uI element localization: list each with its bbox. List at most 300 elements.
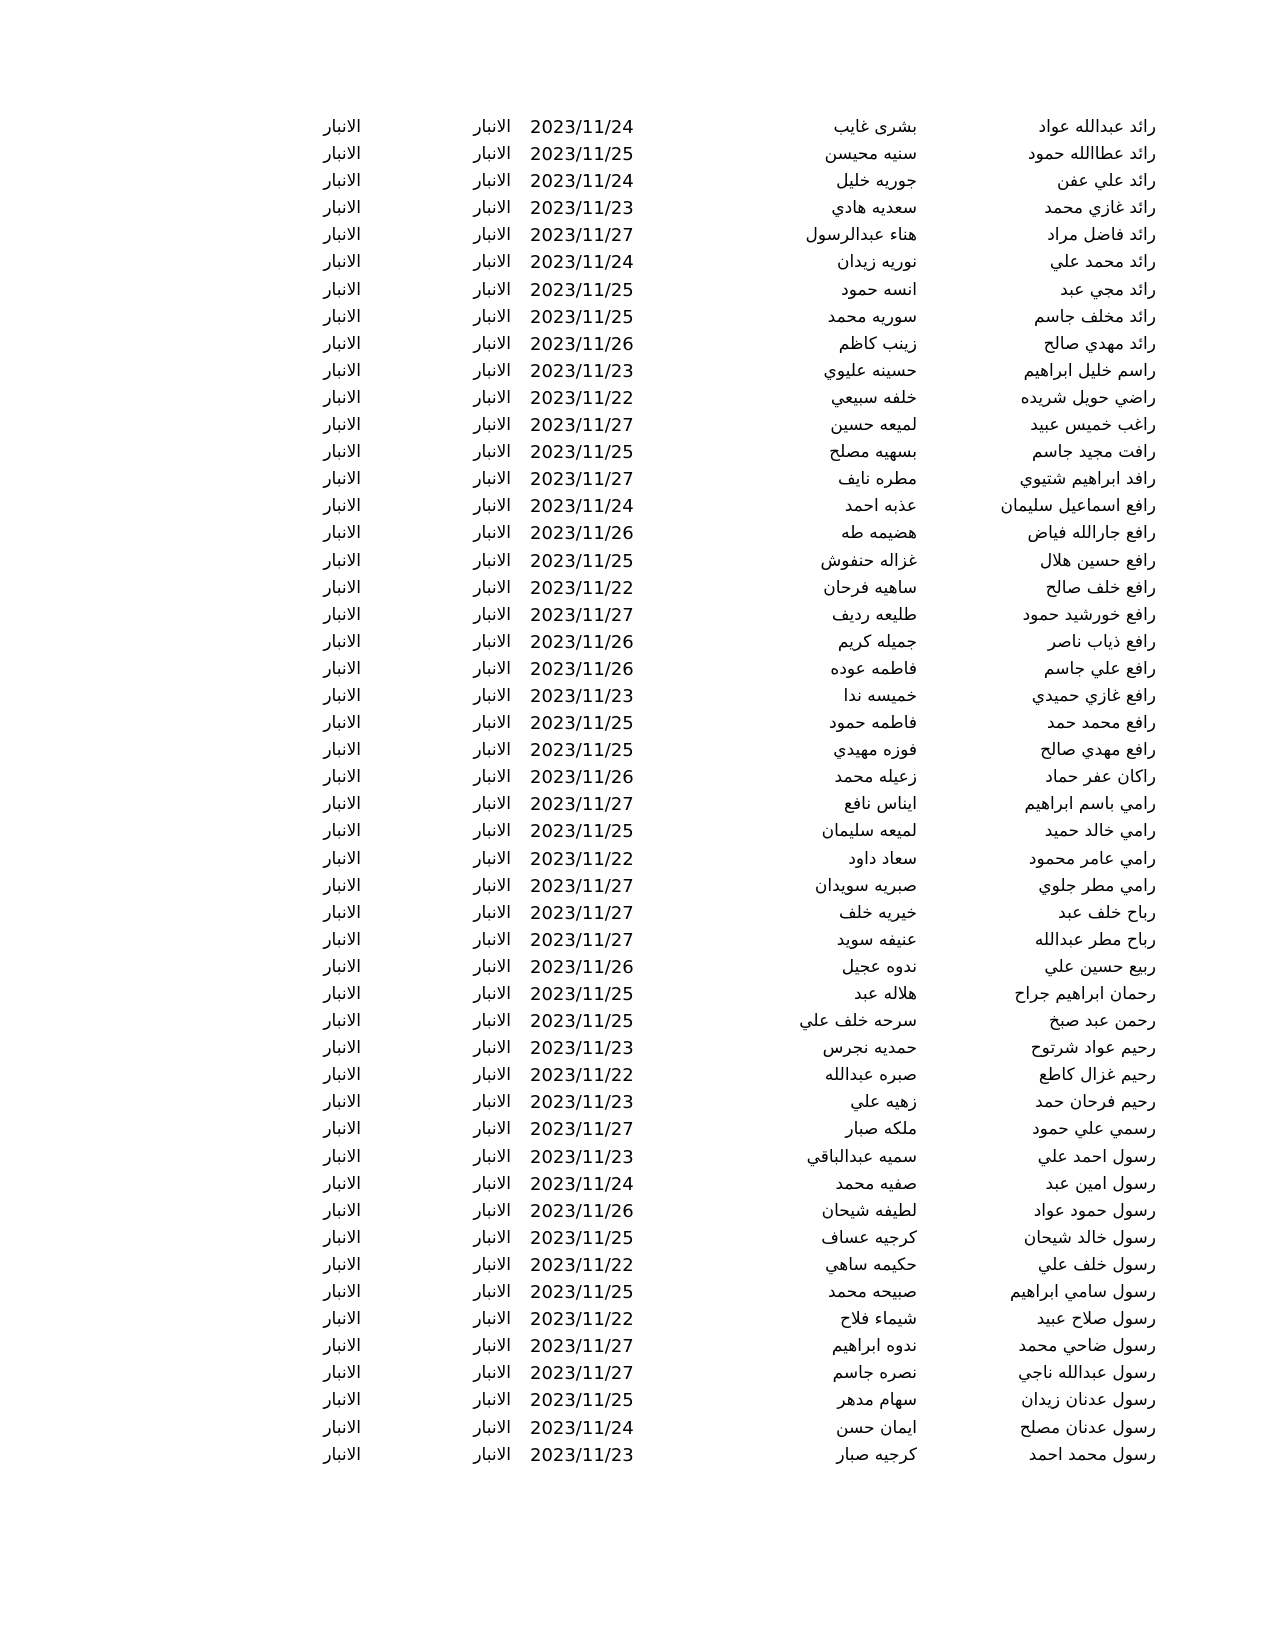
province-cell: الانبار <box>323 1363 361 1384</box>
mother-name-cell: هلاله عبد <box>853 984 917 1004</box>
mother-name-cell: سميه عبدالباقي <box>806 1146 917 1167</box>
mother-name-cell: صبيحه محمد <box>827 1282 917 1303</box>
table-row <box>0 900 1275 927</box>
table-row <box>0 1225 1275 1252</box>
governorate-cell: الانبار <box>473 496 511 517</box>
person-name-cell: رسول احمد علي <box>1037 1146 1156 1167</box>
person-name-cell: رسول ضاحي محمد <box>1018 1336 1156 1357</box>
table-row <box>0 791 1275 818</box>
mother-name-cell: ملكه صبار <box>845 1119 917 1140</box>
table-row <box>0 466 1275 493</box>
person-name-cell: رحيم عواد شرتوح <box>1030 1038 1156 1059</box>
province-cell: الانبار <box>323 794 361 815</box>
mother-name-cell: غزاله حنفوش <box>820 550 917 571</box>
person-name-cell: رسول عدنان مصلح <box>1019 1417 1156 1438</box>
date-cell: 2023/11/27 <box>530 1119 634 1141</box>
table-row <box>0 331 1275 358</box>
date-cell: 2023/11/25 <box>530 713 634 735</box>
governorate-cell: الانبار <box>473 442 511 463</box>
province-cell: الانبار <box>323 1282 361 1303</box>
governorate-cell: الانبار <box>473 1092 511 1113</box>
table-row <box>0 710 1275 737</box>
province-cell: الانبار <box>323 1065 361 1086</box>
province-cell: الانبار <box>323 415 361 436</box>
governorate-cell: الانبار <box>473 1119 511 1140</box>
governorate-cell: الانبار <box>473 848 511 869</box>
province-cell: الانبار <box>323 1146 361 1167</box>
table-row <box>0 575 1275 602</box>
province-cell: الانبار <box>323 631 361 652</box>
person-name-cell: رائد مهدي صالح <box>1043 333 1156 354</box>
date-cell: 2023/11/23 <box>530 1146 634 1168</box>
person-name-cell: رافع علي جاسم <box>1043 658 1156 679</box>
date-cell: 2023/11/25 <box>530 984 634 1005</box>
governorate-cell: الانبار <box>473 794 511 815</box>
person-name-cell: رائد مخلف جاسم <box>1034 306 1156 327</box>
mother-name-cell: حسينه عليوي <box>823 360 917 381</box>
person-name-cell: رائد علي عفن <box>1056 171 1156 192</box>
person-name-cell: رافع حسين هلال <box>1039 550 1156 571</box>
governorate-cell: الانبار <box>473 387 511 408</box>
province-cell: الانبار <box>323 685 361 706</box>
table-row <box>0 602 1275 629</box>
date-cell: 2023/11/27 <box>530 415 634 437</box>
province-cell: الانبار <box>323 1119 361 1140</box>
province-cell: الانبار <box>323 306 361 327</box>
table-row <box>0 1144 1275 1171</box>
governorate-cell: الانبار <box>473 550 511 571</box>
date-cell: 2023/11/22 <box>530 577 634 599</box>
table-row <box>0 1035 1275 1062</box>
governorate-cell: الانبار <box>473 902 511 923</box>
mother-name-cell: خلفه سبيعي <box>830 387 917 408</box>
person-name-cell: راسم خليل ابراهيم <box>1023 360 1156 381</box>
date-cell: 2023/11/24 <box>530 1173 634 1195</box>
governorate-cell: الانبار <box>473 117 511 137</box>
date-cell: 2023/11/24 <box>530 171 634 193</box>
table-row <box>0 114 1275 141</box>
mother-name-cell: لطيفه شيحان <box>821 1200 917 1221</box>
governorate-cell: الانبار <box>473 333 511 354</box>
table-row <box>0 656 1275 683</box>
table-row <box>0 683 1275 710</box>
date-cell: 2023/11/23 <box>530 360 634 382</box>
governorate-cell: الانبار <box>473 767 511 788</box>
mother-name-cell: شيماء فلاح <box>839 1309 917 1330</box>
governorate-cell: الانبار <box>473 306 511 327</box>
date-cell: 2023/11/26 <box>530 631 634 653</box>
table-row <box>0 981 1275 1008</box>
province-cell: الانبار <box>323 1336 361 1357</box>
table-row <box>0 1387 1275 1414</box>
person-name-cell: رسول حمود عواد <box>1033 1200 1156 1221</box>
person-name-cell: رسمي علي حمود <box>1032 1119 1156 1140</box>
mother-name-cell: كرجيه صبار <box>836 1444 917 1465</box>
table-row <box>0 277 1275 304</box>
mother-name-cell: حكيمه ساهي <box>825 1254 917 1275</box>
date-cell: 2023/11/27 <box>530 794 634 816</box>
mother-name-cell: بشرى غايب <box>833 117 917 137</box>
province-cell: الانبار <box>323 198 361 219</box>
province-cell: الانبار <box>323 821 361 842</box>
person-name-cell: رافع محمد حمد <box>1046 713 1156 734</box>
table-row <box>0 1089 1275 1116</box>
province-cell: الانبار <box>323 171 361 192</box>
province-cell: الانبار <box>323 740 361 761</box>
governorate-cell: الانبار <box>473 144 511 165</box>
mother-name-cell: سوريه محمد <box>827 306 917 327</box>
mother-name-cell: سرحه خلف علي <box>799 1011 917 1032</box>
governorate-cell: الانبار <box>473 360 511 381</box>
mother-name-cell: خميسه ندا <box>843 685 917 706</box>
mother-name-cell: صبره عبدالله <box>824 1065 917 1086</box>
mother-name-cell: ندوه ابراهيم <box>831 1336 917 1357</box>
table-row <box>0 385 1275 412</box>
person-name-cell: رحيم فرحان حمد <box>1035 1092 1156 1113</box>
province-cell: الانبار <box>323 550 361 571</box>
date-cell: 2023/11/26 <box>530 658 634 680</box>
date-cell: 2023/11/27 <box>530 902 634 924</box>
governorate-cell: الانبار <box>473 929 511 950</box>
date-cell: 2023/11/25 <box>530 144 634 166</box>
date-cell: 2023/11/25 <box>530 306 634 328</box>
province-cell: الانبار <box>323 875 361 896</box>
mother-name-cell: لميعه حسين <box>830 415 917 436</box>
date-cell: 2023/11/27 <box>530 1336 634 1358</box>
person-name-cell: رامي خالد حميد <box>1044 821 1156 842</box>
governorate-cell: الانبار <box>473 1227 511 1248</box>
table-row <box>0 1116 1275 1143</box>
province-cell: الانبار <box>323 713 361 734</box>
mother-name-cell: نصره جاسم <box>832 1363 917 1384</box>
date-cell: 2023/11/27 <box>530 875 634 897</box>
records-table <box>0 114 1275 1469</box>
date-cell: 2023/11/25 <box>530 1011 634 1033</box>
date-cell: 2023/11/24 <box>530 496 634 518</box>
date-cell: 2023/11/23 <box>530 1444 634 1466</box>
province-cell: الانبار <box>323 1417 361 1438</box>
province-cell: الانبار <box>323 496 361 517</box>
governorate-cell: الانبار <box>473 1390 511 1411</box>
governorate-cell: الانبار <box>473 685 511 706</box>
date-cell: 2023/11/25 <box>530 279 634 301</box>
province-cell: الانبار <box>323 442 361 463</box>
governorate-cell: الانبار <box>473 1336 511 1357</box>
governorate-cell: الانبار <box>473 1065 511 1086</box>
mother-name-cell: زهيه علي <box>850 1092 917 1113</box>
date-cell: 2023/11/26 <box>530 523 634 545</box>
mother-name-cell: سهام مدهر <box>837 1390 917 1411</box>
table-row <box>0 412 1275 439</box>
person-name-cell: رائد فاضل مراد <box>1047 225 1156 246</box>
person-name-cell: رامي مطر جلوي <box>1038 875 1156 896</box>
person-name-cell: رافع ذياب ناصر <box>1047 631 1156 652</box>
date-cell: 2023/11/23 <box>530 1092 634 1114</box>
province-cell: الانبار <box>323 279 361 300</box>
table-row <box>0 927 1275 954</box>
person-name-cell: رافت مجيد جاسم <box>1032 442 1156 463</box>
person-name-cell: راكان عفر حماد <box>1045 767 1156 788</box>
date-cell: 2023/11/27 <box>530 604 634 626</box>
governorate-cell: الانبار <box>473 658 511 679</box>
mother-name-cell: فاطمه حمود <box>829 713 917 734</box>
mother-name-cell: ندوه عجيل <box>841 956 917 977</box>
table-row <box>0 520 1275 547</box>
mother-name-cell: هضيمه طه <box>841 523 917 544</box>
province-cell: الانبار <box>323 1227 361 1248</box>
table-row <box>0 818 1275 845</box>
governorate-cell: الانبار <box>473 1146 511 1167</box>
governorate-cell: الانبار <box>473 713 511 734</box>
date-cell: 2023/11/22 <box>530 1065 634 1087</box>
mother-name-cell: عذبه احمد <box>844 496 917 517</box>
person-name-cell: رافد ابراهيم شتيوي <box>1019 469 1156 490</box>
mother-name-cell: سنيه محيسن <box>824 144 917 165</box>
mother-name-cell: زينب كاظم <box>838 333 917 354</box>
mother-name-cell: عنيفه سويد <box>836 929 917 950</box>
province-cell: الانبار <box>323 469 361 490</box>
mother-name-cell: كرجيه عساف <box>821 1227 917 1248</box>
governorate-cell: الانبار <box>473 225 511 246</box>
table-row <box>0 168 1275 195</box>
governorate-cell: الانبار <box>473 252 511 273</box>
governorate-cell: الانبار <box>473 523 511 544</box>
governorate-cell: الانبار <box>473 1254 511 1275</box>
province-cell: الانبار <box>323 902 361 923</box>
governorate-cell: الانبار <box>473 1173 511 1194</box>
date-cell: 2023/11/27 <box>530 929 634 951</box>
province-cell: الانبار <box>323 767 361 788</box>
province-cell: الانبار <box>323 252 361 273</box>
governorate-cell: الانبار <box>473 740 511 761</box>
mother-name-cell: انسه حمود <box>841 279 917 300</box>
person-name-cell: رسول خلف علي <box>1037 1254 1156 1275</box>
table-row <box>0 1171 1275 1198</box>
person-name-cell: رائد مجي عبد <box>1060 279 1156 300</box>
table-row <box>0 1062 1275 1089</box>
province-cell: الانبار <box>323 225 361 246</box>
date-cell: 2023/11/25 <box>530 1390 634 1412</box>
province-cell: الانبار <box>323 848 361 869</box>
person-name-cell: رحمان ابراهيم جراح <box>1014 984 1156 1004</box>
mother-name-cell: هناء عبدالرسول <box>805 225 917 246</box>
date-cell: 2023/11/25 <box>530 442 634 464</box>
governorate-cell: الانبار <box>473 1038 511 1059</box>
table-row <box>0 1333 1275 1360</box>
mother-name-cell: نوريه زيدان <box>836 252 917 273</box>
person-name-cell: رائد غازي محمد <box>1044 198 1156 219</box>
province-cell: الانبار <box>323 1309 361 1330</box>
mother-name-cell: فاطمه عوده <box>830 658 917 679</box>
date-cell: 2023/11/27 <box>530 225 634 247</box>
table-row <box>0 1008 1275 1035</box>
province-cell: الانبار <box>323 929 361 950</box>
table-row <box>0 358 1275 385</box>
table-row <box>0 764 1275 791</box>
governorate-cell: الانبار <box>473 956 511 977</box>
table-row <box>0 1252 1275 1279</box>
person-name-cell: رامي باسم ابراهيم <box>1024 794 1156 815</box>
table-row <box>0 954 1275 981</box>
mother-name-cell: ايناس نافع <box>843 794 917 815</box>
governorate-cell: الانبار <box>473 1417 511 1438</box>
person-name-cell: رائد محمد علي <box>1049 252 1156 273</box>
date-cell: 2023/11/22 <box>530 387 634 409</box>
table-row <box>0 1306 1275 1333</box>
governorate-cell: الانبار <box>473 279 511 300</box>
governorate-cell: الانبار <box>473 1309 511 1330</box>
mother-name-cell: جوريه خليل <box>836 171 917 192</box>
date-cell: 2023/11/22 <box>530 1309 634 1331</box>
province-cell: الانبار <box>323 523 361 544</box>
table-row <box>0 222 1275 249</box>
table-row <box>0 1198 1275 1225</box>
mother-name-cell: مطره نايف <box>838 469 917 490</box>
province-cell: الانبار <box>323 604 361 625</box>
table-row <box>0 629 1275 656</box>
date-cell: 2023/11/23 <box>530 1038 634 1060</box>
person-name-cell: رسول صلاح عبيد <box>1036 1309 1156 1330</box>
date-cell: 2023/11/24 <box>530 252 634 274</box>
governorate-cell: الانبار <box>473 1363 511 1384</box>
mother-name-cell: ساهيه فرحان <box>823 577 917 598</box>
province-cell: الانبار <box>323 956 361 977</box>
person-name-cell: رحيم غزال كاطع <box>1038 1065 1156 1086</box>
person-name-cell: رسول امين عبد <box>1045 1173 1156 1194</box>
governorate-cell: الانبار <box>473 1282 511 1303</box>
person-name-cell: رائد عبدالله عواد <box>1038 117 1156 137</box>
table-row <box>0 195 1275 222</box>
person-name-cell: رسول سامي ابراهيم <box>1009 1282 1156 1303</box>
province-cell: الانبار <box>323 333 361 354</box>
province-cell: الانبار <box>323 1390 361 1411</box>
table-row <box>0 1442 1275 1469</box>
table-row <box>0 304 1275 331</box>
date-cell: 2023/11/26 <box>530 956 634 978</box>
person-name-cell: رافع خلف صالح <box>1045 577 1156 598</box>
table-row <box>0 249 1275 276</box>
date-cell: 2023/11/25 <box>530 1227 634 1249</box>
province-cell: الانبار <box>323 1444 361 1465</box>
person-name-cell: رافع اسماعيل سليمان <box>1000 496 1156 517</box>
governorate-cell: الانبار <box>473 984 511 1004</box>
governorate-cell: الانبار <box>473 604 511 625</box>
mother-name-cell: ايمان حسن <box>836 1417 917 1438</box>
date-cell: 2023/11/25 <box>530 1282 634 1304</box>
date-cell: 2023/11/26 <box>530 767 634 789</box>
province-cell: الانبار <box>323 1038 361 1059</box>
date-cell: 2023/11/24 <box>530 1417 634 1439</box>
mother-name-cell: لميعه سليمان <box>821 821 917 842</box>
table-row <box>0 737 1275 764</box>
mother-name-cell: زعيله محمد <box>834 767 917 788</box>
governorate-cell: الانبار <box>473 469 511 490</box>
table-row <box>0 439 1275 466</box>
mother-name-cell: بسهيه مصلح <box>829 442 917 463</box>
table-row <box>0 493 1275 520</box>
province-cell: الانبار <box>323 1173 361 1194</box>
governorate-cell: الانبار <box>473 821 511 842</box>
province-cell: الانبار <box>323 387 361 408</box>
governorate-cell: الانبار <box>473 198 511 219</box>
province-cell: الانبار <box>323 577 361 598</box>
province-cell: الانبار <box>323 658 361 679</box>
date-cell: 2023/11/27 <box>530 1363 634 1385</box>
mother-name-cell: صفيه محمد <box>835 1173 917 1194</box>
person-name-cell: ربيع حسين علي <box>1044 956 1156 977</box>
table-row <box>0 1360 1275 1387</box>
mother-name-cell: خيريه خلف <box>838 902 917 923</box>
table-row <box>0 141 1275 168</box>
person-name-cell: راضي حويل شريده <box>1020 387 1156 408</box>
date-cell: 2023/11/27 <box>530 469 634 491</box>
governorate-cell: الانبار <box>473 875 511 896</box>
province-cell: الانبار <box>323 1254 361 1275</box>
governorate-cell: الانبار <box>473 1011 511 1032</box>
person-name-cell: رامي عامر محمود <box>1028 848 1156 869</box>
date-cell: 2023/11/25 <box>530 740 634 762</box>
table-row <box>0 548 1275 575</box>
mother-name-cell: حمديه نجرس <box>822 1038 917 1059</box>
table-row <box>0 1279 1275 1306</box>
mother-name-cell: جميله كريم <box>837 631 917 652</box>
person-name-cell: رافع خورشيد حمود <box>1022 604 1156 625</box>
date-cell: 2023/11/23 <box>530 685 634 707</box>
person-name-cell: رسول عدنان زيدان <box>1021 1390 1156 1411</box>
province-cell: الانبار <box>323 1092 361 1113</box>
mother-name-cell: فوزه مهيدي <box>833 740 917 761</box>
date-cell: 2023/11/22 <box>530 848 634 870</box>
person-name-cell: رسول خالد شيحان <box>1023 1227 1156 1248</box>
governorate-cell: الانبار <box>473 171 511 192</box>
person-name-cell: رسول عبدالله ناجي <box>1018 1363 1156 1384</box>
province-cell: الانبار <box>323 117 361 137</box>
province-cell: الانبار <box>323 1200 361 1221</box>
mother-name-cell: سعديه هادي <box>831 198 917 219</box>
date-cell: 2023/11/26 <box>530 333 634 355</box>
governorate-cell: الانبار <box>473 415 511 436</box>
governorate-cell: الانبار <box>473 1444 511 1465</box>
governorate-cell: الانبار <box>473 631 511 652</box>
person-name-cell: رسول محمد احمد <box>1028 1444 1156 1465</box>
person-name-cell: راغب خميس عبيد <box>1030 415 1156 436</box>
date-cell: 2023/11/22 <box>530 1254 634 1276</box>
person-name-cell: رافع مهدي صالح <box>1040 740 1156 761</box>
mother-name-cell: صبريه سويدان <box>814 875 917 896</box>
person-name-cell: رائد عطاالله حمود <box>1028 144 1156 165</box>
table-row <box>0 846 1275 873</box>
person-name-cell: رباح خلف عبد <box>1058 902 1156 923</box>
mother-name-cell: طليعه رديف <box>831 604 917 625</box>
date-cell: 2023/11/26 <box>530 1200 634 1222</box>
person-name-cell: رباح مطر عبدالله <box>1034 929 1156 950</box>
date-cell: 2023/11/24 <box>530 117 634 138</box>
governorate-cell: الانبار <box>473 577 511 598</box>
date-cell: 2023/11/25 <box>530 821 634 843</box>
province-cell: الانبار <box>323 1011 361 1032</box>
person-name-cell: رحمن عبد صبخ <box>1048 1011 1156 1032</box>
person-name-cell: رافع غازي حميدي <box>1031 685 1156 706</box>
mother-name-cell: سعاد داود <box>848 848 917 869</box>
date-cell: 2023/11/25 <box>530 550 634 572</box>
date-cell: 2023/11/23 <box>530 198 634 220</box>
table-row <box>0 873 1275 900</box>
governorate-cell: الانبار <box>473 1200 511 1221</box>
person-name-cell: رافع جارالله فياض <box>1027 523 1156 544</box>
province-cell: الانبار <box>323 360 361 381</box>
province-cell: الانبار <box>323 144 361 165</box>
table-row <box>0 1415 1275 1442</box>
